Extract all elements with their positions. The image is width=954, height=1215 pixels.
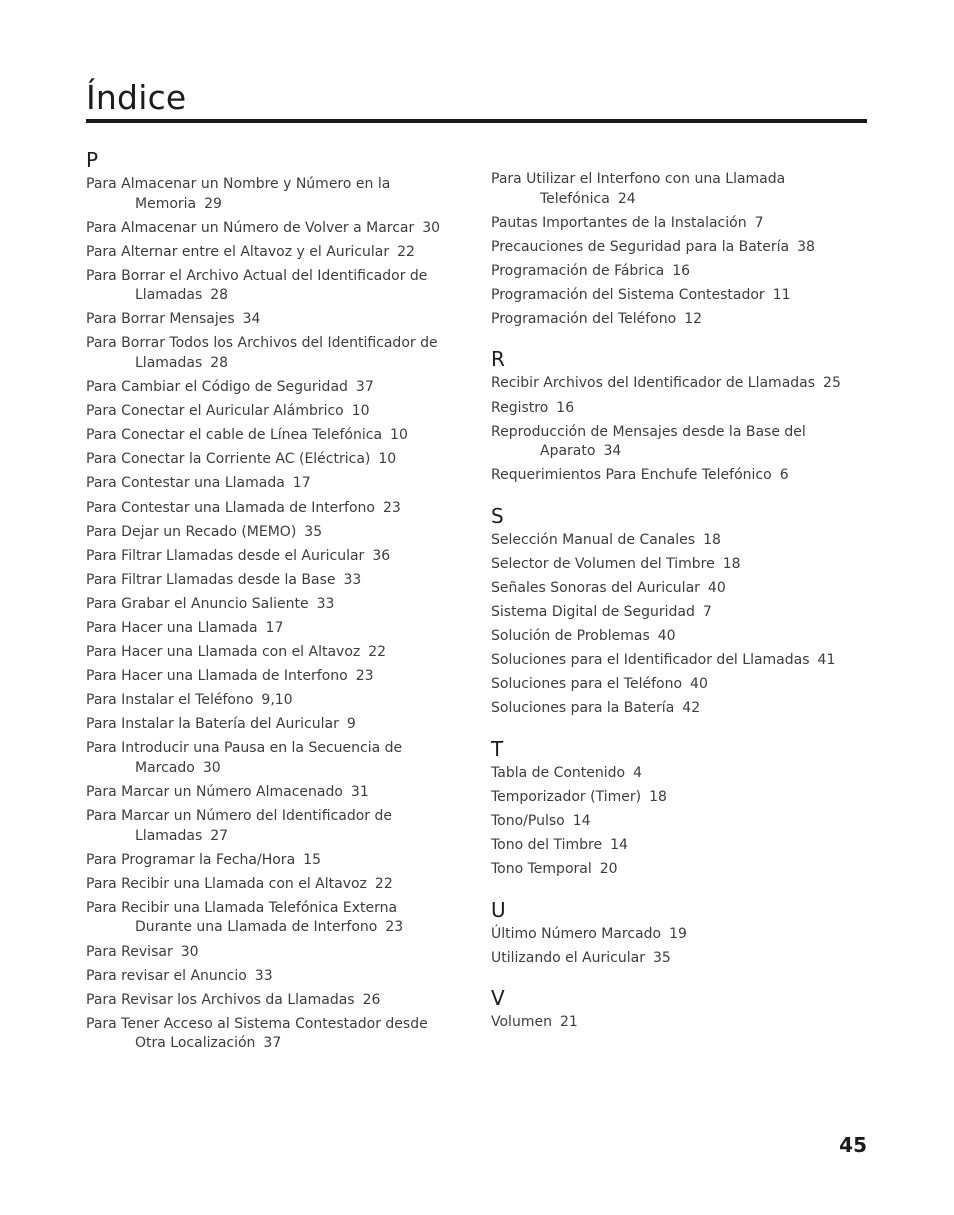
entry-text: Volumen [491,1014,552,1031]
index-section [491,503,861,719]
entry-page: 9 [346,716,356,733]
index-entry [491,423,861,462]
entry-text: Último Número Marcado [491,925,662,942]
entry-page: 20 [599,861,618,878]
entry-page: 14 [610,837,628,854]
index-entry [491,399,861,419]
entry-page: 23 [355,668,374,685]
index-entry [491,262,861,282]
entry-page: 33 [343,571,362,588]
entry-text: Para Grabar el Anuncio Saliente [86,595,309,612]
entry-page: 11 [772,286,791,303]
entry-page: 30 [180,943,199,960]
entry-text: Selector de Volumen del Timbre [491,555,715,572]
entry-text: Para Revisar [86,943,173,960]
entry-page: 34 [603,443,622,460]
index-entry [491,949,861,969]
index-entry [86,571,456,591]
entry-page: 17 [292,475,311,492]
entry-page: 10 [378,451,397,468]
entry-page: 30 [202,759,221,776]
index-section [491,170,861,329]
entry-text: Programación del Teléfono [491,310,677,327]
entry-text: Programación de Fábrica [491,262,665,279]
index-column-left [86,147,456,1071]
title-rule [86,119,867,123]
entry-text: Señales Sonoras del Auricular [491,579,700,596]
entry-text: Para Recibir una Llamada con el Altavoz [86,875,367,892]
entry-text: Para revisar el Anuncio [86,967,247,984]
section-letter: V [491,986,505,1011]
index-entry [86,547,456,567]
entry-text: Para Filtrar Llamadas desde el Auricular [86,547,365,564]
entry-text: Selección Manual de Canales [491,531,696,548]
entry-text: Para Filtrar Llamadas desde la Base [86,571,336,588]
entry-text: Soluciones para el Teléfono [491,676,683,693]
entry-text: Para Cambiar el Código de Seguridad [86,379,348,396]
entry-page: 37 [355,379,374,396]
index-entry [86,715,456,735]
index-entry [86,595,456,615]
entry-page: 12 [684,310,703,327]
index-entry [86,175,456,214]
entry-page: 41 [817,652,836,669]
index-entry [86,851,456,871]
entry-page: 31 [350,784,369,801]
entry-page: 16 [672,262,691,279]
index-entry [86,219,456,239]
entry-page: 18 [649,789,667,805]
index-entry [86,1015,456,1054]
entry-page: 16 [556,399,575,416]
index-entry [86,619,456,639]
entry-text: Temporizador (Timer) [491,789,642,805]
index-entry [86,807,456,846]
entry-text: Tono Temporal [491,861,592,878]
entry-page: 4 [633,764,643,781]
entry-page: 34 [242,311,261,328]
entry-page: 14 [572,813,591,830]
index-section [491,346,861,485]
index-entry [491,579,861,599]
entry-page: 18 [703,531,721,548]
index-entry [86,450,456,470]
entry-text: Utilizando el Auricular [491,949,645,966]
entry-page: 9,10 [261,692,293,709]
entry-page: 18 [722,555,741,572]
entry-text: Para Instalar la Batería del Auricular [86,716,339,733]
index-entry [86,523,456,543]
entry-text: Para Introducir una Pausa en la Secuencia de Marcado [86,740,403,776]
index-entry [491,860,861,880]
section-letter: P [86,148,99,172]
index-entry [491,555,861,575]
index-entry [491,764,861,784]
index-entry [491,531,861,551]
entry-text: Para Borrar Mensajes [86,311,235,328]
entry-page: 28 [210,354,229,371]
entry-page: 22 [397,243,415,260]
index-entry [86,899,456,938]
entry-text: Para Marcar un Número Almacenado [86,784,343,801]
entry-text: Para Tener Acceso al Sistema Contestador desde Otra Localización [86,1015,428,1052]
entry-page: 19 [669,925,687,942]
index-entry [86,739,456,778]
entry-page: 26 [362,991,381,1008]
entry-text: Para Alternar entre el Altavoz y el Auricular [86,243,390,260]
index-entry [86,783,456,803]
index-entry [491,466,861,486]
entry-text: Para Borrar el Archivo Actual del Identificador de Llamadas [86,267,428,304]
entry-text: Para Contestar una Llamada [86,475,285,492]
page-title: Índice [86,78,187,117]
index-entry [86,691,456,711]
entry-text: Para Almacenar un Nombre y Número en la Memoria [86,176,391,212]
index-entry [491,925,861,945]
entry-page: 6 [779,467,789,484]
entry-text: Sistema Digital de Seguridad [491,604,695,621]
entry-page: 40 [657,628,676,645]
index-entry [86,310,456,330]
section-letter: T [491,736,504,761]
entry-page: 40 [707,579,726,596]
entry-text: Para Conectar el Auricular Alámbrico [86,403,344,420]
index-entry [86,875,456,895]
entry-text: Para Hacer una Llamada con el Altavoz [86,644,361,661]
entry-page: 38 [797,238,815,255]
entry-page: 22 [368,644,387,661]
entry-page: 24 [617,190,636,207]
entry-text: Para Contestar una Llamada de Interfono [86,499,375,516]
entry-page: 30 [422,219,441,236]
entry-page: 28 [210,287,229,304]
entry-text: Para Marcar un Número del Identificador de Llamadas [86,808,392,844]
entry-text: Para Hacer una Llamada [86,620,258,636]
index-entry [86,991,456,1011]
index-section [491,985,861,1033]
entry-text: Tono del Timbre [491,837,603,854]
entry-page: 17 [265,620,284,636]
entry-text: Para Hacer una Llamada de Interfono [86,668,348,685]
index-entry [86,667,456,687]
index-entry [491,374,861,394]
entry-page: 7 [754,214,764,231]
entry-text: Para Dejar un Recado (MEMO) [86,523,297,540]
entry-text: Para Revisar los Archivos da Llamadas [86,991,355,1008]
entry-page: 23 [385,919,404,936]
index-entry [491,651,861,671]
entry-page: 27 [210,827,229,844]
index-entry [86,334,456,373]
entry-text: Para Borrar Todos los Archivos del Identificador de Llamadas [86,335,438,371]
index-section [86,147,456,1054]
entry-text: Reproducción de Mensajes desde la Base del Aparato [491,423,806,460]
entry-page: 35 [652,949,671,966]
entry-text: Registro [491,399,549,416]
entry-text: Recibir Archivos del Identificador de Llamadas [491,375,816,392]
index-column-right [491,170,861,1050]
entry-page: 33 [254,967,273,984]
entry-page: 10 [351,403,370,420]
index-entry [491,603,861,623]
index-entry [491,170,861,209]
entry-page: 29 [204,195,222,212]
entry-page: 42 [682,700,701,717]
index-entry [491,1013,861,1033]
page-number: 45 [839,1133,867,1157]
index-section [491,897,861,969]
index-entry [86,378,456,398]
entry-text: Para Programar la Fecha/Hora [86,851,296,868]
index-section [491,736,861,880]
index-entry [86,967,456,987]
entry-page: 33 [316,595,335,612]
entry-text: Pautas Importantes de la Instalación [491,214,747,231]
entry-page: 37 [263,1035,282,1052]
index-entry [491,214,861,234]
entry-text: Tabla de Contenido [491,764,626,781]
entry-page: 40 [690,676,708,693]
entry-page: 15 [303,851,321,868]
entry-text: Para Utilizar el Interfono con una Llamada Telefónica [491,171,786,207]
index-entry [491,238,861,258]
entry-page: 10 [390,427,408,444]
index-entry [86,402,456,422]
entry-text: Para Instalar el Teléfono [86,692,254,709]
index-entry [491,310,861,330]
index-entry [86,426,456,446]
entry-page: 36 [372,547,391,564]
entry-text: Para Conectar la Corriente AC (Eléctrica) [86,451,371,468]
entry-text: Solución de Problemas [491,628,650,645]
entry-text: Programación del Sistema Contestador [491,286,765,303]
index-entry [491,675,861,695]
entry-text: Soluciones para el Identificador del Llamadas [491,652,810,669]
entry-text: Para Almacenar un Número de Volver a Marcar [86,219,415,236]
entry-text: Precauciones de Seguridad para la Batería [491,238,790,255]
entry-page: 21 [559,1014,578,1031]
index-entry [491,627,861,647]
entry-text: Para Recibir una Llamada Telefónica Externa Durante una Llamada de Interfono [86,899,398,936]
index-entry [86,643,456,663]
entry-text: Para Conectar el cable de Línea Telefónica [86,427,383,444]
index-entry [491,812,861,832]
index-entry [491,836,861,856]
entry-page: 23 [382,499,401,516]
entry-page: 22 [374,875,393,892]
section-letter: U [491,897,506,922]
entry-page: 25 [823,375,841,392]
index-entry [86,267,456,306]
index-entry [491,286,861,306]
index-entry [86,243,456,263]
entry-text: Tono/Pulso [491,813,565,830]
index-entry [86,499,456,519]
section-letter: R [491,347,505,372]
entry-page: 35 [304,523,323,540]
index-entry [86,474,456,494]
entry-page: 7 [702,604,712,621]
index-entry [86,943,456,963]
entry-text: Soluciones para la Batería [491,700,675,717]
index-entry [491,699,861,719]
index-entry [491,788,861,808]
entry-text: Requerimientos Para Enchufe Telefónico [491,467,772,484]
section-letter: S [491,503,504,528]
